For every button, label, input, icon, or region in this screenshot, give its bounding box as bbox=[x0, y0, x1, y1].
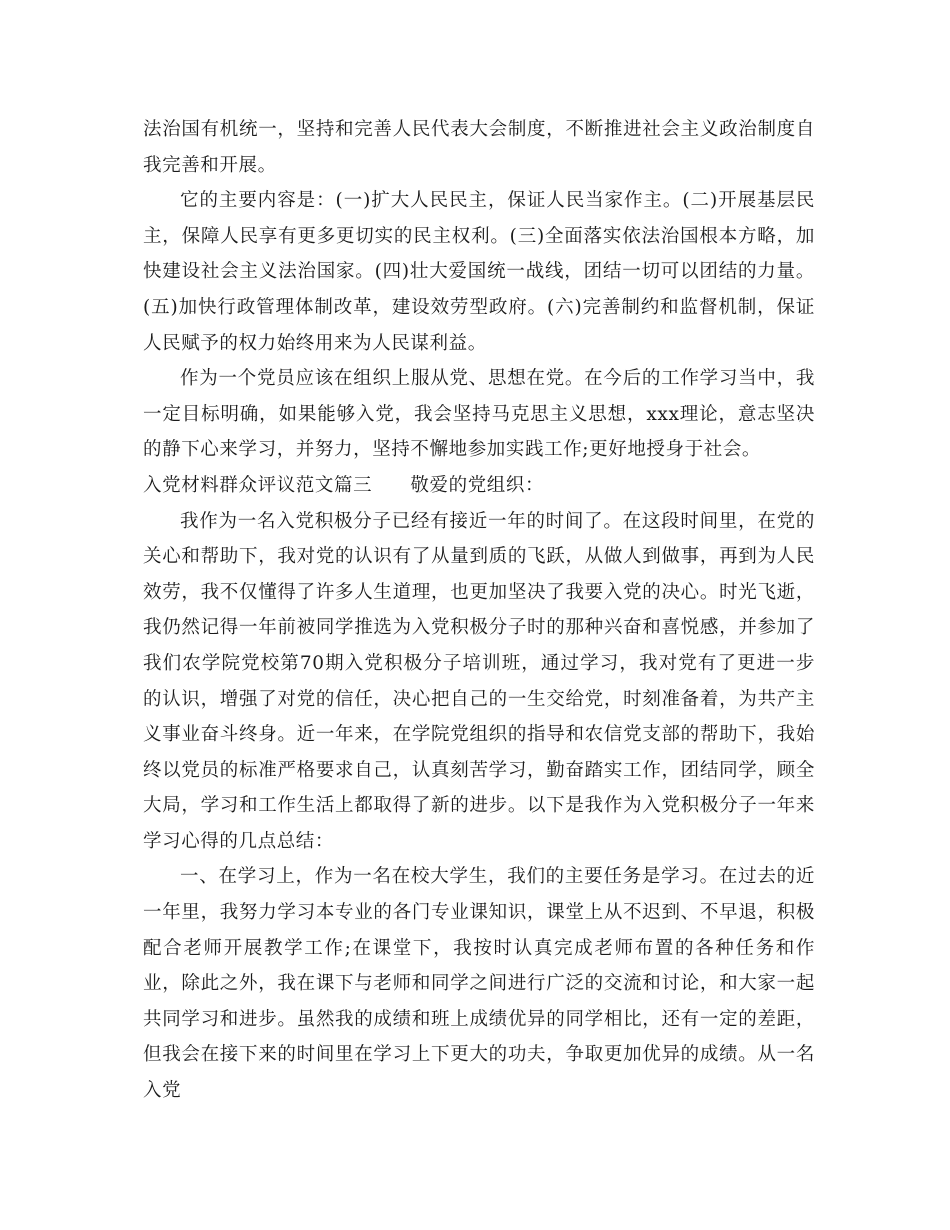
paragraph-3: 作为一个党员应该在组织上服从党、思想在党。在今后的工作学习当中，我一定目标明确，如果能够入党，我会坚持马克思主义思想，xxx理论，意志坚决的静下心来学习，并努力，坚持不懈地参加实践工作;更好地授身于社会。 bbox=[143, 368, 815, 461]
paragraph-1: 法治国有机统一，坚持和完善人民代表大会制度，不断推进社会主义政治制度自我完善和开展。 bbox=[143, 119, 815, 176]
paragraph-2: 它的主要内容是：(一)扩大人民民主，保证人民当家作主。(二)开展基层民主，保障人民享有更多更切实的民主权利。(三)全面落实依法治国根本方略，加快建设社会主义法治国家。(四)壮大爱国统一战线，团结一切可以团结的力量。(五)加快行政管理体制改革，建设效劳型政府。(六)完善制约和监督机制，保证人民赋予的权力始终用来为人民谋利益。 bbox=[143, 190, 815, 354]
document-body bbox=[143, 112, 815, 1109]
section-heading: 入党材料群众评议范文篇三 敬爱的党组织： bbox=[143, 474, 545, 496]
paragraph-6: 一、在学习上，作为一名在校大学生，我们的主要任务是学习。在过去的近一年里，我努力学习本专业的各门专业课知识，课堂上从不迟到、不早退，积极配合老师开展教学工作;在课堂下，我按时认真完成老师布置的各种任务和作业，除此之外，我在课下与老师和同学之间进行广泛的交流和讨论，和大家一起共同学习和进步。虽然我的成绩和班上成绩优异的同学相比，还有一定的差距，但我会在接下来的时间里在学习上下更大的功夫，争取更加优异的成绩。从一名入党 bbox=[143, 866, 815, 1102]
paragraph-5: 我作为一名入党积极分子已经有接近一年的时间了。在这段时间里，在党的关心和帮助下，我对党的认识有了从量到质的飞跃，从做人到做事，再到为人民效劳，我不仅懂得了许多人生道理，也更加坚决了我要入党的决心。时光飞逝，我仍然记得一年前被同学推选为入党积极分子时的那种兴奋和喜悦感，并参加了我们农学院党校第70期入党积极分子培训班，通过学习，我对党有了更进一步的认识，增强了对党的信任，决心把自己的一生交给党，时刻准备着，为共产主义事业奋斗终身。近一年来，在学院党组织的指导和农信党支部的帮助下，我始终以党员的标准严格要求自己，认真刻苦学习，勤奋踏实工作，团结同学，顾全大局，学习和工作生活上都取得了新的进步。以下是我作为入党积极分子一年来学习心得的几点总结： bbox=[143, 510, 815, 852]
